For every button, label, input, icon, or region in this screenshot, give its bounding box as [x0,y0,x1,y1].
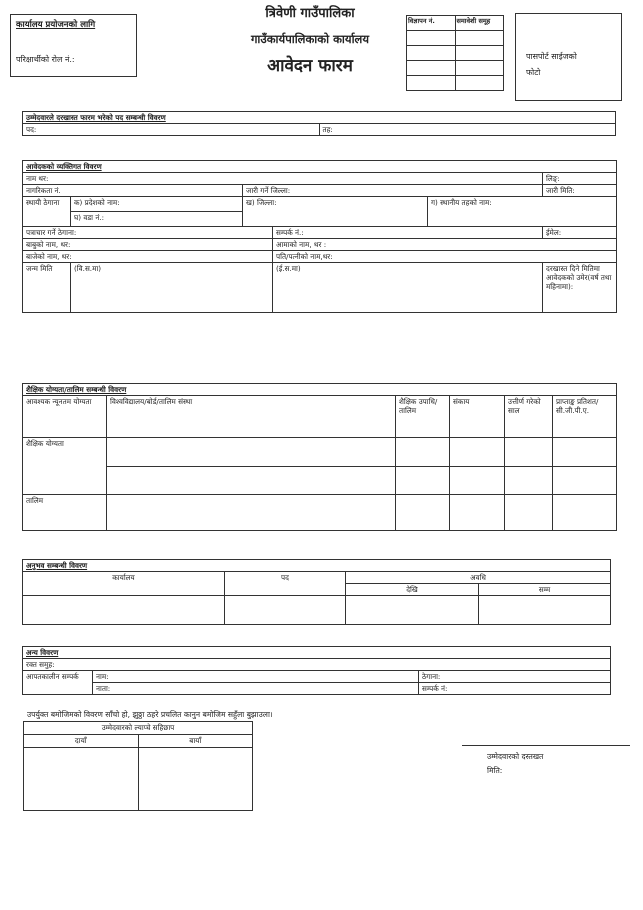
form-title: आवेदन फारम [267,56,353,76]
left-thumb-label: बायाँ [138,735,253,748]
post-section-title: उम्मेदवारले दरखास्त फारम भरेको पद सम्बन्धी विवरण [23,112,616,124]
right-thumb-label: दायाँ [24,735,139,748]
exp-cell[interactable] [479,596,611,625]
group-cell[interactable] [455,61,504,76]
other-section [22,646,611,695]
level-field[interactable]: तह: [319,124,616,136]
edu-cell[interactable] [450,467,505,495]
exp-cell[interactable] [346,596,479,625]
education-section-title: शैक्षिक योग्यता/तालिम सम्बन्धी विवरण [23,384,617,396]
office-use-box [10,14,137,77]
edu-cell[interactable] [107,467,396,495]
district-field[interactable]: ख) जिल्ला: [243,197,428,227]
training-label: तालिम [23,495,107,531]
thumbprint-title: उम्मेदवारको ल्याप्चे सहिछाप [24,722,253,735]
spouse-name-field[interactable]: पति/पत्नीको नाम,थर: [273,251,617,263]
other-section-title: अन्य विवरण [23,647,611,659]
ward-field[interactable]: घ) वडा नं.: [71,212,243,227]
mother-name-field[interactable]: आमाको नाम, थर : [273,239,617,251]
training-cell[interactable] [450,495,505,531]
office-header: कार्यालय [23,572,225,596]
edu-cell[interactable] [505,467,553,495]
edu-cell[interactable] [553,467,617,495]
emergency-contact-label: आपतकालीन सम्पर्क [23,671,93,695]
age-field[interactable]: दरखास्त दिने मितिमा आवेदकको उमेर(वर्ष तथा महिनामा): [543,263,617,313]
exp-cell[interactable] [23,596,225,625]
permanent-address-label: स्थायी ठेगाना [23,197,71,227]
emergency-name-field[interactable]: नाम: [93,671,419,683]
dob-label: जन्म मिति [23,263,71,313]
mailing-address-field[interactable]: पत्राचार गर्ने ठेगाना: [23,227,273,239]
photo-label-1: पासपोर्ट साईजको [526,52,577,61]
training-cell[interactable] [553,495,617,531]
group-cell[interactable] [455,46,504,61]
training-cell[interactable] [396,495,450,531]
edu-cell[interactable] [553,438,617,467]
office-name: गाउँकार्यपालिकाको कार्यालय [250,32,370,46]
training-cell[interactable] [505,495,553,531]
ad-cell[interactable] [407,76,456,91]
training-cell[interactable] [107,495,396,531]
post-header: पद [225,572,346,596]
post-field[interactable]: पद: [23,124,320,136]
personal-section [22,160,617,313]
email-field[interactable]: ईमेल: [543,227,617,239]
emergency-contact-field[interactable]: सम्पर्क नं: [419,683,611,695]
personal-section-title: आवेदकको व्यक्तिगत विवरण [23,161,617,173]
exp-cell[interactable] [225,596,346,625]
dob-bs-field[interactable]: (वि.स.मा) [71,263,273,313]
contact-field[interactable]: सम्पर्क नं.: [273,227,543,239]
thumbprint-table [23,721,253,811]
blood-group-field[interactable]: रक्त समुह: [23,659,611,671]
ad-cell[interactable] [407,31,456,46]
edu-cell[interactable] [505,438,553,467]
inclusive-group-header: समावेशी समूह [455,16,504,31]
issue-date-field[interactable]: जारी मिति: [543,185,617,197]
grade-header: प्राप्ताङ्क प्रतिशत/सी.जी.पी.ए. [553,396,617,438]
local-level-field[interactable]: ग) स्थानीय तहको नाम: [428,197,617,227]
ad-cell[interactable] [407,46,456,61]
photo-label-2: फोटो [526,68,541,77]
roll-number-field[interactable]: परिक्षार्थीको रोल नं.: [16,55,75,64]
ad-number-header: विज्ञापन नं. [407,16,456,31]
experience-section [22,559,611,625]
education-qualification-label: शैक्षिक योग्यता [23,438,107,495]
passed-year-header: उत्तीर्ण गरेको साल [505,396,553,438]
signature-label[interactable]: उम्मेदवारको दस्तखत [487,752,544,761]
father-name-field[interactable]: बाबुको नाम, थर: [23,239,273,251]
to-header: सम्म [479,584,611,596]
ad-cell[interactable] [407,61,456,76]
degree-header: शैक्षिक उपाधि/तालिम [396,396,450,438]
emergency-address-field[interactable]: ठेगाना: [419,671,611,683]
group-cell[interactable] [455,76,504,91]
experience-section-title: अनुभव सम्बन्धी विवरण [23,560,611,572]
left-thumb-box[interactable] [138,748,253,811]
declaration-text: उपर्युक्त बमोजिमको विवरण साँचो हो, झुठ्ठा ठहरे प्रचलित कानुन बमोजिम सहुँला बुझाउला। [27,710,273,719]
signature-date[interactable]: मिति: [487,766,503,775]
edu-cell[interactable] [450,438,505,467]
edu-cell[interactable] [396,467,450,495]
citizenship-field[interactable]: नागरिकता नं. [23,185,243,197]
education-section [22,383,617,531]
grandfather-name-field[interactable]: बाजेको नाम, थर: [23,251,273,263]
municipality-name: त्रिवेणी गाउँपालिका [265,6,355,21]
right-thumb-box[interactable] [24,748,139,811]
province-field[interactable]: क) प्रदेशको नाम: [71,197,243,212]
issue-district-field[interactable]: जारी गर्ने जिल्ला: [243,185,543,197]
edu-cell[interactable] [107,438,396,467]
emergency-relation-field[interactable]: नाता: [93,683,419,695]
office-use-title: कार्यालय प्रयोजनको लागि [16,20,96,30]
faculty-header: संकाय [450,396,505,438]
period-header: अवधि [346,572,611,584]
photo-box[interactable] [515,13,622,101]
from-header: देखि [346,584,479,596]
dob-ad-field[interactable]: (ई.स.मा) [273,263,543,313]
advertisement-table [406,15,504,91]
min-qualification-header: आवश्यक न्यूनतम योग्यता [23,396,107,438]
university-header: विश्वविद्यालय/बोर्ड/तालिम संस्था [107,396,396,438]
edu-cell[interactable] [396,438,450,467]
gender-field[interactable]: लिङ्: [543,173,617,185]
group-cell[interactable] [455,31,504,46]
name-field[interactable]: नाम थर: [23,173,543,185]
post-section [22,111,616,136]
signature-line [462,745,630,746]
